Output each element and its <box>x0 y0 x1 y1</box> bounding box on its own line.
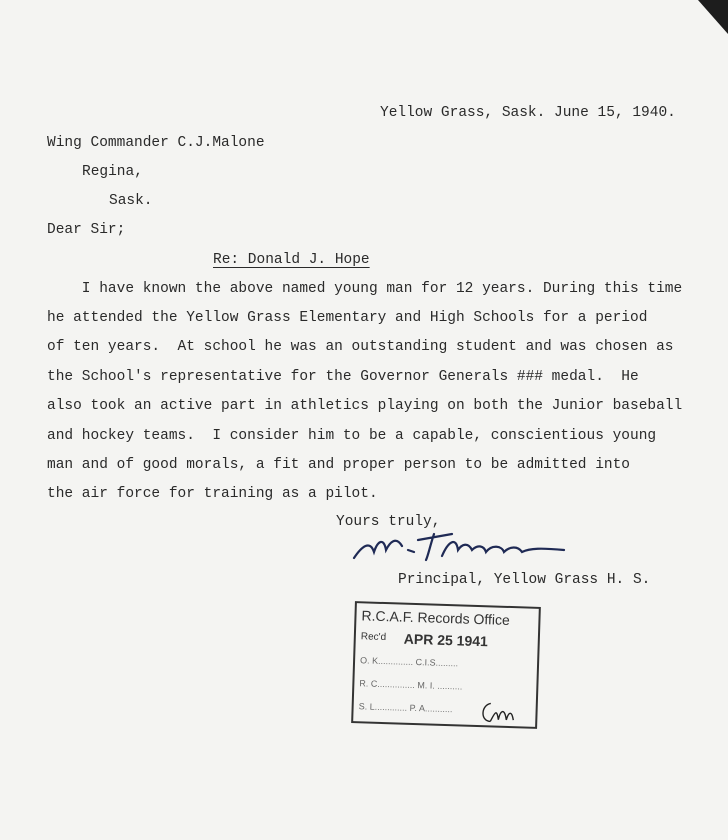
body-line: I have known the above named young man for 12 years. During this time <box>47 281 683 297</box>
salutation: Dear Sir; <box>47 222 126 238</box>
body-line: also took an active part in athletics playing on both the Junior baseball <box>47 398 683 414</box>
stamp-row: O. K.............. C.I.S......... <box>359 655 459 669</box>
stamp-row: S. L............. P. A........... <box>358 701 453 715</box>
body-line: man and of good morals, a fit and proper person to be admitted into <box>47 457 630 473</box>
handwritten-signature <box>352 526 567 566</box>
stamp-row: R. C............... M. I. .......... <box>359 678 463 692</box>
stamp-title: R.C.A.F. Records Office <box>361 607 511 628</box>
body-line: he attended the Yellow Grass Elementary and High Schools for a period <box>47 310 648 326</box>
recipient-province: Sask. <box>109 193 153 209</box>
handwritten-initials <box>478 699 515 726</box>
signer-title: Principal, Yellow Grass H. S. <box>398 572 651 588</box>
recipient-name: Wing Commander C.J.Malone <box>47 135 265 151</box>
page-corner <box>698 0 728 34</box>
body-line: the air force for training as a pilot. <box>47 486 378 502</box>
closing: Yours truly, <box>336 514 441 530</box>
received-stamp <box>351 601 541 729</box>
body-line: of ten years. At school he was an outstanding student and was chosen as <box>47 339 674 355</box>
stamp-received-label: Rec'd <box>360 631 387 644</box>
body-line: the School's representative for the Governor Generals ### medal. He <box>47 369 639 385</box>
body-line: and hockey teams. I consider him to be a capable, conscientious young <box>47 428 657 444</box>
dateline: Yellow Grass, Sask. June 15, 1940. <box>380 105 676 121</box>
recipient-city: Regina, <box>82 164 143 180</box>
stamp-date: APR 25 1941 <box>403 630 489 650</box>
subject-line: Re: Donald J. Hope <box>213 252 370 268</box>
